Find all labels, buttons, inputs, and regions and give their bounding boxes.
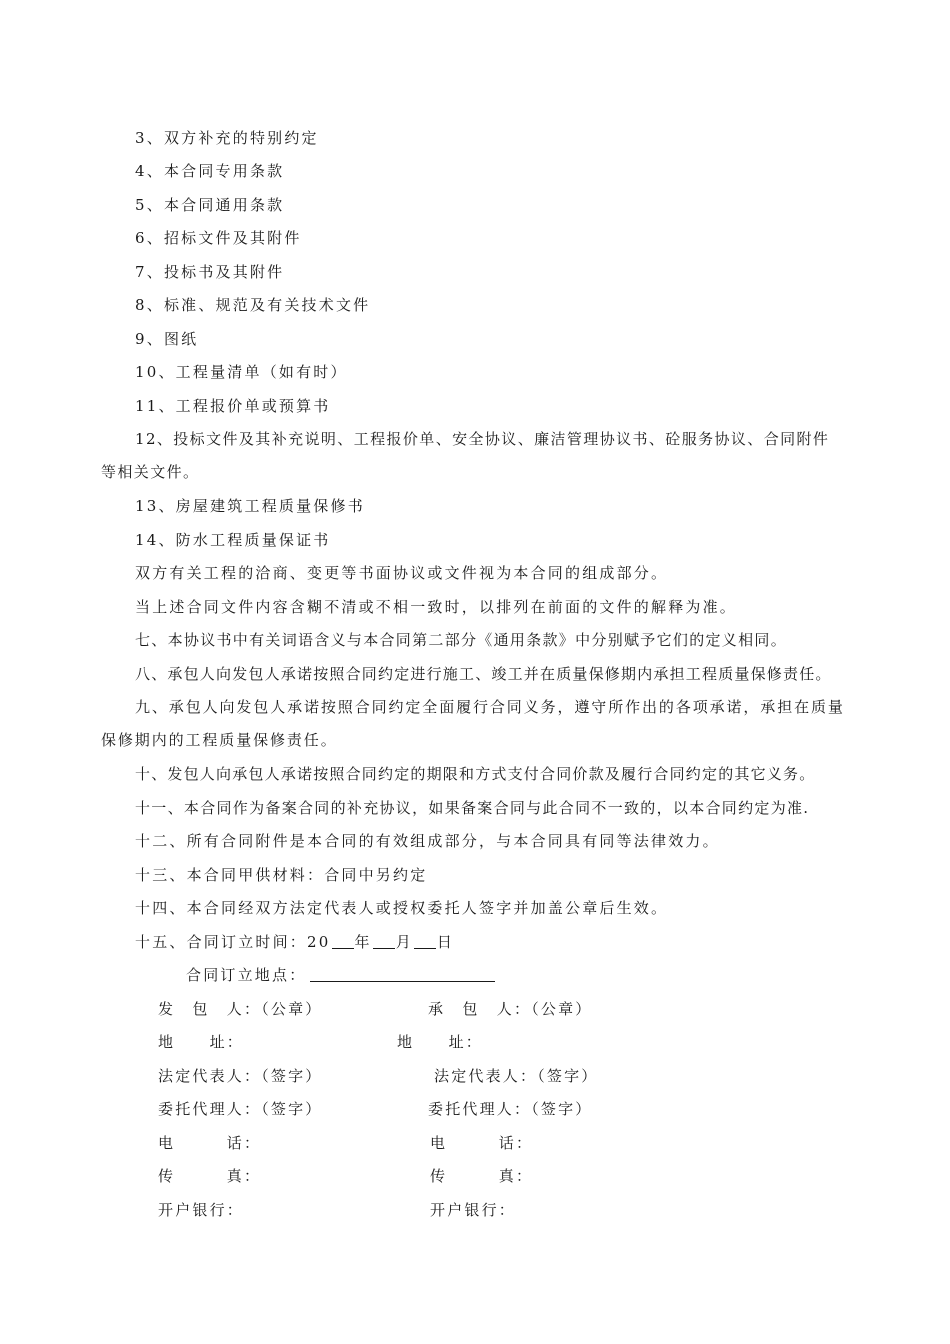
clause-14: 十四、本合同经双方法定代表人或授权委托人签字并加盖公章后生效。 xyxy=(135,899,669,917)
list-item: 11、工程报价单或预算书 xyxy=(135,397,331,415)
signing-place xyxy=(186,965,495,985)
clause-15 xyxy=(135,932,454,952)
day-blank[interactable] xyxy=(414,933,436,949)
signing-place-label: 合同订立地点： xyxy=(186,966,307,984)
list-item: 13、房屋建筑工程质量保修书 xyxy=(135,497,365,515)
day-label: 日 xyxy=(436,933,455,951)
list-item: 14、防水工程质量保证书 xyxy=(135,531,331,549)
contractor-rep-label: 法定代表人： xyxy=(434,1067,538,1085)
year-label: 年 xyxy=(354,933,372,951)
clause-12: 十二、所有合同附件是本合同的有效组成部分，与本合同具有同等法律效力。 xyxy=(135,832,720,850)
month-label: 月 xyxy=(395,933,413,951)
contractor-fax: 传 真： xyxy=(430,1167,534,1185)
paragraph-negotiation: 双方有关工程的洽商、变更等书面协议或文件视为本合同的组成部分。 xyxy=(135,564,669,582)
employer-party xyxy=(158,999,323,1019)
list-item-12-line2: 等相关文件。 xyxy=(101,463,200,481)
clause-9-line2: 保修期内的工程质量保修责任。 xyxy=(101,731,338,749)
employer-address: 地 址： xyxy=(158,1033,245,1051)
contractor-rep-sign: （签字） xyxy=(537,1067,599,1085)
list-item: 8、标准、规范及有关技术文件 xyxy=(135,296,371,314)
employer-phone: 电 话： xyxy=(158,1134,262,1152)
list-item: 10、工程量清单（如有时） xyxy=(135,363,348,381)
paragraph-priority: 当上述合同文件内容含糊不清或不相一致时，以排列在前面的文件的解释为准。 xyxy=(135,598,738,616)
contractor-party xyxy=(428,999,593,1019)
list-item: 6、招标文件及其附件 xyxy=(135,229,302,247)
employer-bank: 开户银行： xyxy=(158,1201,245,1219)
contractor-address: 地 址： xyxy=(397,1033,484,1051)
clause-8: 八、承包人向发包人承诺按照合同约定进行施工、竣工并在质量保修期内承担工程质量保修责任。 xyxy=(135,665,832,683)
employer-agent-sign: （签字） xyxy=(261,1100,323,1118)
contractor-seal: （公章） xyxy=(531,1000,593,1018)
clause-10: 十、发包人向承包人承诺按照合同约定的期限和方式支付合同价款及履行合同约定的其它义务。 xyxy=(135,765,816,783)
clause-13: 十三、本合同甲供材料：合同中另约定 xyxy=(135,866,428,884)
contractor-agent xyxy=(428,1099,593,1119)
list-item: 4、本合同专用条款 xyxy=(135,162,285,180)
employer-seal: （公章） xyxy=(261,1000,323,1018)
clause-7: 七、本协议书中有关词语含义与本合同第二部分《通用条款》中分别赋予它们的定义相同。 xyxy=(135,631,788,649)
contractor-agent-sign: （签字） xyxy=(531,1100,593,1118)
list-item: 3、双方补充的特别约定 xyxy=(135,129,319,147)
clause-9 xyxy=(101,697,851,750)
contractor-agent-label: 委托代理人： xyxy=(428,1100,532,1118)
clause-9-line1: 九、承包人向发包人承诺按照合同约定全面履行合同义务，遵守所作出的各项承诺，承担在质量 xyxy=(135,698,845,716)
employer-fax: 传 真： xyxy=(158,1167,262,1185)
signing-date-prefix: 十五、合同订立时间：20 xyxy=(135,933,331,951)
signing-place-blank[interactable] xyxy=(310,966,495,982)
list-item: 7、投标书及其附件 xyxy=(135,263,285,281)
list-item: 5、本合同通用条款 xyxy=(135,196,285,214)
employer-agent xyxy=(158,1099,323,1119)
contractor-label: 承 包 人： xyxy=(428,1000,532,1018)
contractor-phone: 电 话： xyxy=(430,1134,534,1152)
employer-label: 发 包 人： xyxy=(158,1000,262,1018)
employer-rep-sign: （签字） xyxy=(261,1067,323,1085)
year-blank[interactable] xyxy=(332,933,354,949)
list-item-12 xyxy=(101,429,851,482)
list-item-12-line1: 12、投标文件及其补充说明、工程报价单、安全协议、廉洁管理协议书、砼服务协议、合同附件 xyxy=(135,430,830,448)
list-item: 9、图纸 xyxy=(135,330,199,348)
employer-rep-label: 法定代表人： xyxy=(158,1067,262,1085)
contractor-representative xyxy=(434,1066,599,1086)
contractor-bank: 开户银行： xyxy=(430,1201,517,1219)
month-blank[interactable] xyxy=(373,933,395,949)
employer-representative xyxy=(158,1066,323,1086)
clause-11: 十一、本合同作为备案合同的补充协议，如果备案合同与此合同不一致的，以本合同约定为准. xyxy=(135,799,810,817)
employer-agent-label: 委托代理人： xyxy=(158,1100,262,1118)
